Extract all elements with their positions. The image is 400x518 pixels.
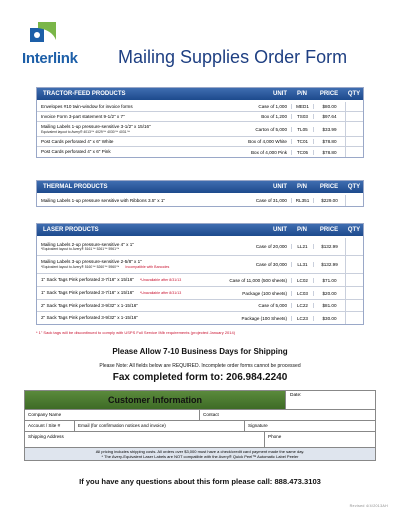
qty-field[interactable] xyxy=(345,274,363,286)
item-price: $80.00 xyxy=(313,104,345,109)
fax-instructions: Fax completed form to: 206.984.2240 xyxy=(112,372,288,383)
qty-field[interactable] xyxy=(345,312,363,324)
contact-label: Contact xyxy=(203,412,219,417)
item-pn: LC02 xyxy=(291,278,313,283)
discontinued-warning: *Unavailable after 8/31/13 xyxy=(139,278,182,283)
qty-field[interactable] xyxy=(345,195,363,206)
qty-field[interactable] xyxy=(345,122,363,136)
item-unit: Package (100 sheets) xyxy=(242,290,287,296)
barcode-warning: Incompatible with Barcodes xyxy=(125,265,170,270)
item-price: $229.00 xyxy=(313,198,345,203)
tractor-feed-section xyxy=(36,87,364,158)
phone-label: Phone xyxy=(268,434,282,439)
qty-header: QTY xyxy=(347,91,361,97)
item-price: $30.00 xyxy=(313,316,345,321)
item-price: $78.80 xyxy=(313,150,345,155)
item-description xyxy=(41,124,227,134)
pricing-notes xyxy=(25,448,375,460)
item-price: $20.00 xyxy=(313,291,345,296)
item-title: 1" Sack Tags Pink perforated 3-7/16" x 15/16" xyxy=(41,290,134,296)
qty-field[interactable] xyxy=(345,287,363,299)
item-description: 2" Sack Tags Pink perforated 3-9/32" x 1-15/16" xyxy=(41,315,138,321)
qty-field[interactable] xyxy=(345,137,363,146)
item-unit: Case of 11,000 (500 sheets) xyxy=(229,277,287,283)
item-price: $78.80 xyxy=(313,139,345,144)
unit-header: UNIT xyxy=(273,227,287,233)
qty-field[interactable] xyxy=(345,300,363,311)
table-row xyxy=(37,274,363,287)
item-title: 1" Sack Tags Pink perforated 3-7/16" x 15/16" xyxy=(41,277,134,283)
item-title: Mailing Labels 2-up pressure-sensitive 4" x 1" xyxy=(41,241,134,247)
pn-header: P/N xyxy=(296,91,307,97)
account-row xyxy=(25,421,375,432)
item-pn: MED1 xyxy=(291,104,313,109)
thermal-section xyxy=(36,180,364,207)
required-fields-note: Please Note: All fields below are REQUIRED. Incomplete order forms cannot be processed xyxy=(99,363,301,369)
laser-section xyxy=(36,223,364,325)
company-name-field[interactable] xyxy=(25,410,200,420)
table-row xyxy=(37,137,363,147)
item-unit: Carton of 5,000 xyxy=(255,126,287,132)
price-header: PRICE xyxy=(319,227,339,233)
item-description: Post Cards perforated 4" x 6" White xyxy=(41,138,114,144)
item-pn: TS03 xyxy=(291,114,313,119)
signature-label: Signature xyxy=(248,423,268,428)
item-unit: Case of 30,000 xyxy=(255,262,287,267)
customer-title: Customer Information xyxy=(107,395,202,405)
item-price: $81.00 xyxy=(313,303,345,308)
item-subtext: Equivalent layout to Avery® 4013™ 4029™ 4030™ 4031™ xyxy=(41,129,130,134)
customer-header xyxy=(25,391,375,410)
date-field[interactable] xyxy=(285,391,375,409)
section-title: TRACTOR-FEED PRODUCTS xyxy=(43,91,126,97)
item-unit: Case of 31,000 xyxy=(255,198,287,203)
item-description: Invoice Form 3-part statement 9-1/2" x 7" xyxy=(41,113,125,119)
item-price: $97.64 xyxy=(313,114,345,119)
unit-header: UNIT xyxy=(273,91,287,97)
item-unit: Case of 1,000 xyxy=(258,104,287,109)
qty-field[interactable] xyxy=(345,238,363,255)
item-pn: LC22 xyxy=(291,303,313,308)
table-row xyxy=(37,256,363,274)
item-description xyxy=(41,290,227,296)
shipping-notice: Please Allow 7-10 Business Days for Shipping xyxy=(112,347,288,356)
table-row xyxy=(37,195,363,206)
item-unit: Box of 1,200 xyxy=(261,114,287,119)
account-field[interactable] xyxy=(25,421,75,431)
revision-date: Revised 4/4/2013AH xyxy=(349,504,388,508)
table-row xyxy=(37,287,363,300)
item-subtext: *Equivalent layout to Avery® 5161™ 5261™ 5961™ xyxy=(41,247,120,252)
qty-header: QTY xyxy=(347,227,361,233)
item-price: $132.99 xyxy=(313,262,345,267)
item-pn: LL31 xyxy=(291,262,313,267)
section-title: LASER PRODUCTS xyxy=(43,227,99,233)
shipping-address-label: Shipping Address xyxy=(28,434,64,439)
table-row xyxy=(37,102,363,112)
pricing-note-2: * The Avery-Equivalent Laser Labels are NOT compatible with the Avery® Quick Peel™ Automatic Label Peeler xyxy=(101,454,299,460)
qty-field[interactable] xyxy=(345,112,363,121)
tractor-feed-header xyxy=(37,88,363,102)
item-subtext xyxy=(41,265,227,269)
table-row xyxy=(37,300,363,312)
pn-header: P/N xyxy=(296,227,307,233)
table-row xyxy=(37,312,363,324)
item-description xyxy=(41,277,227,283)
item-description: Mailing Labels 1-up pressure sensitive with Ribbons 3.5" x 1" xyxy=(41,197,166,203)
company-row xyxy=(25,410,375,421)
qty-header: QTY xyxy=(347,184,361,190)
email-label: Email (for confirmation notices and invoice) xyxy=(78,423,166,428)
table-row xyxy=(37,147,363,157)
section-title: THERMAL PRODUCTS xyxy=(43,184,108,190)
company-name-label: Company Name xyxy=(28,412,62,417)
item-description xyxy=(41,242,227,252)
item-unit: Box of 4,000 White xyxy=(248,139,287,144)
pricing-note-1: All pricing includes shipping costs. All orders over $3,000 must have a check/credit card payment made the same day. xyxy=(95,449,305,454)
signature-field[interactable] xyxy=(245,421,375,431)
item-pn: TC01 xyxy=(291,139,313,144)
price-header: PRICE xyxy=(319,184,339,190)
item-pn: RL351 xyxy=(291,198,313,203)
interlink-logo xyxy=(22,22,82,82)
shipping-row xyxy=(25,432,375,448)
brand-name: Interlink xyxy=(22,50,78,67)
phone-field[interactable] xyxy=(265,432,375,447)
questions-phone: If you have any questions about this form please call: 888.473.3103 xyxy=(79,477,321,486)
item-price: $71.00 xyxy=(313,278,345,283)
pn-header: P/N xyxy=(296,184,307,190)
shipping-address-field[interactable] xyxy=(25,432,265,447)
item-title: Mailing Labels 1-up pressure-sensitive 3-1/2" x 15/16" xyxy=(41,124,151,129)
item-subtext-text: *Equivalent layout to Avery® 5160™ 5260™ 5960™ xyxy=(41,265,120,270)
item-title: Mailing Labels 3-up pressure-sensitive 2-5/8" x 1" xyxy=(41,259,142,265)
item-description xyxy=(41,259,227,269)
table-row xyxy=(37,112,363,122)
price-header: PRICE xyxy=(319,91,339,97)
sack-tag-footnote: * 1" Sack tags will be discontinued to comply with USPS Full Service IMb requirements (projected January 2014) xyxy=(36,330,236,335)
email-field[interactable] xyxy=(75,421,245,431)
qty-field[interactable] xyxy=(345,147,363,157)
customer-information-form xyxy=(24,390,376,461)
customer-title-bar xyxy=(25,391,285,409)
table-row xyxy=(37,122,363,137)
item-unit: Box of 4,000 Pink xyxy=(250,149,287,155)
laser-header xyxy=(37,224,363,238)
page-title: Mailing Supplies Order Form xyxy=(118,47,348,67)
discontinued-warning: *Unavailable after 8/31/13 xyxy=(139,291,182,296)
unit-header: UNIT xyxy=(273,184,287,190)
item-pn: TL05 xyxy=(291,127,313,132)
item-pn: TC05 xyxy=(291,150,313,155)
interlink-logo-icon xyxy=(30,22,56,48)
thermal-header xyxy=(37,181,363,195)
account-label: Account / Site # xyxy=(28,423,61,428)
qty-field[interactable] xyxy=(345,256,363,273)
item-price: $33.99 xyxy=(313,127,345,132)
date-label: Date: xyxy=(290,393,302,398)
table-row xyxy=(37,238,363,256)
item-price: $132.99 xyxy=(313,244,345,249)
contact-field[interactable] xyxy=(200,410,375,420)
item-pn: LC23 xyxy=(291,316,313,321)
item-description: 2" Sack Tags Pink perforated 3-9/32" x 1-15/16" xyxy=(41,302,138,308)
item-description: Envelopes #10 twin-window for invoice forms xyxy=(41,103,133,109)
item-unit: Package (100 Sheets) xyxy=(241,315,287,321)
item-unit: Case of 20,000 xyxy=(255,244,287,249)
qty-field[interactable] xyxy=(345,102,363,111)
item-pn: LL21 xyxy=(291,244,313,249)
item-pn: LC03 xyxy=(291,291,313,296)
item-unit: Case of 5,000 xyxy=(258,303,287,308)
item-description: Post Cards perforated 4" x 6" Pink xyxy=(41,149,111,155)
